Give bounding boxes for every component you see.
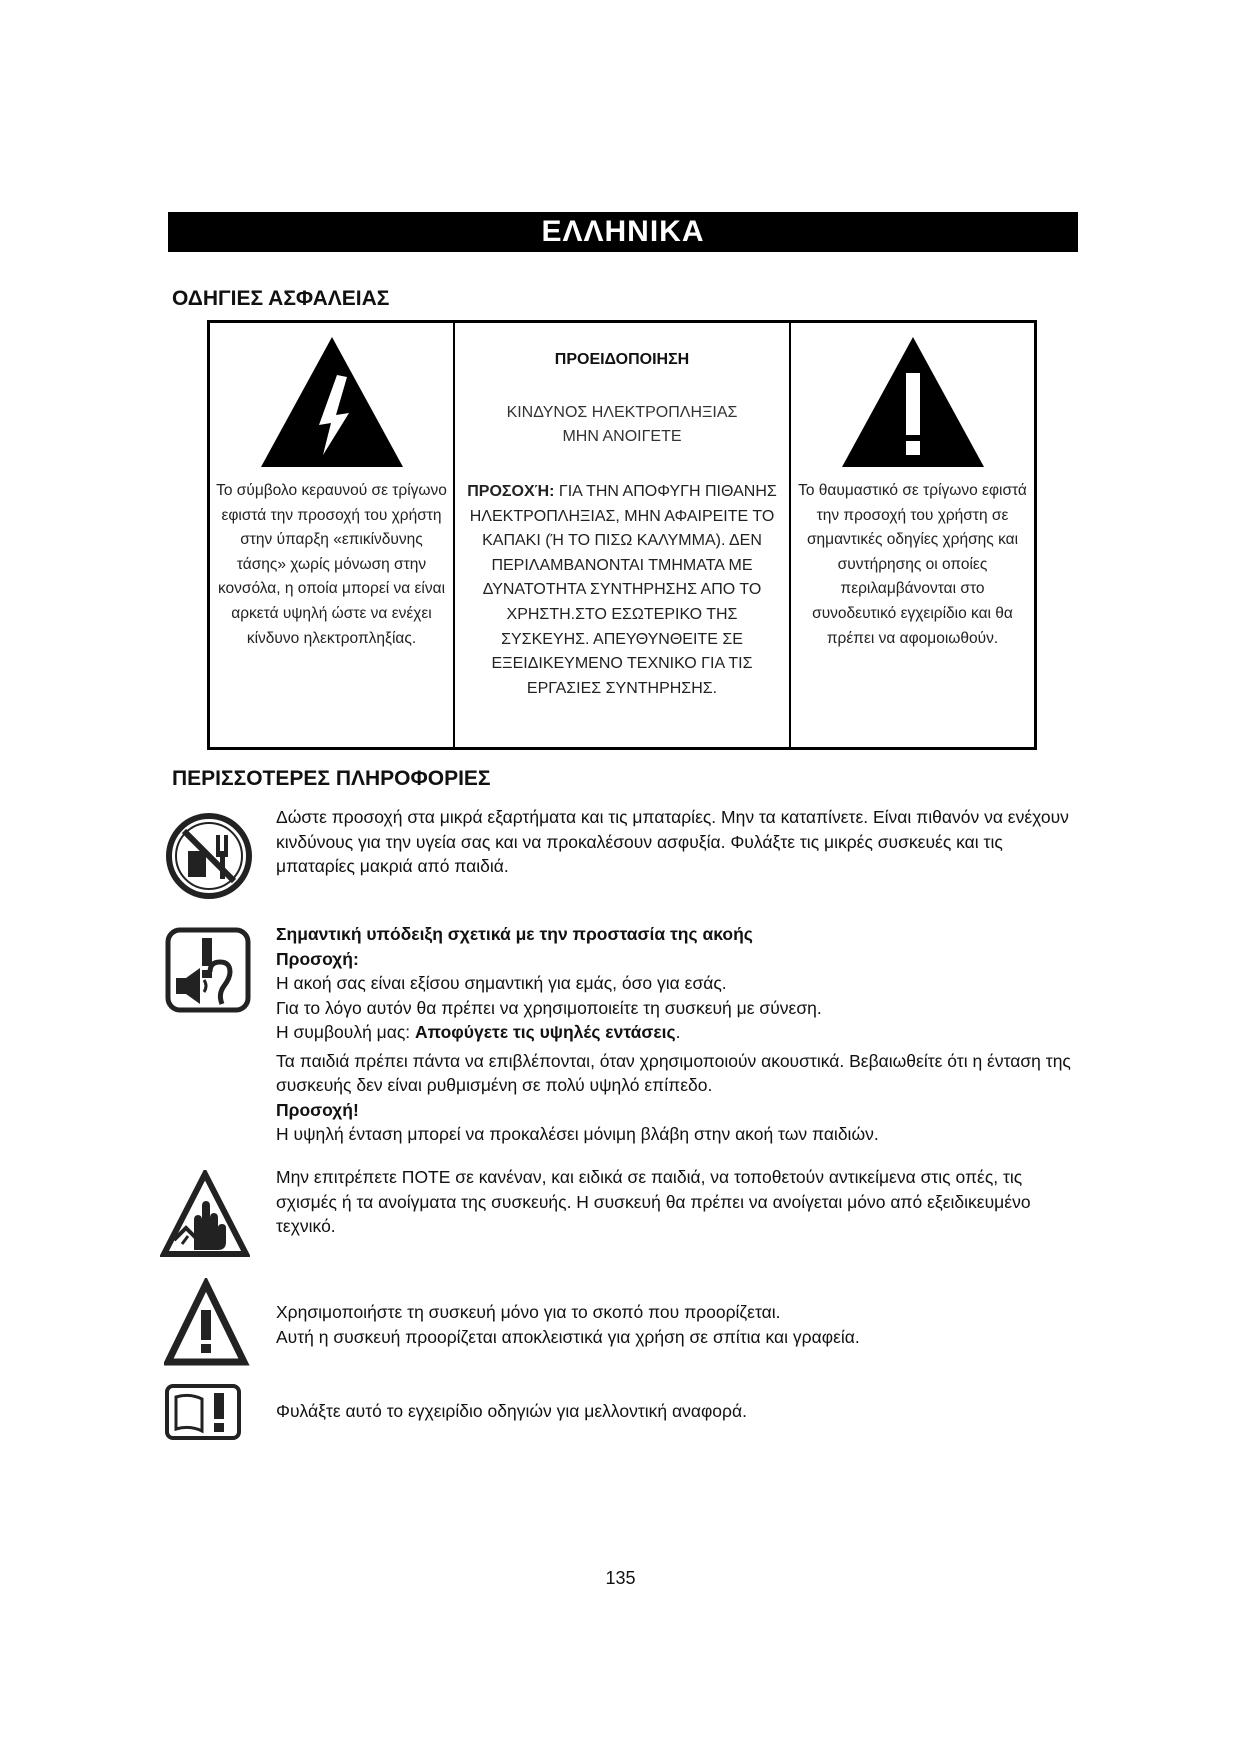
hearing-caution-label-2: Προσοχή!: [276, 1099, 359, 1120]
danger-text: [455, 401, 789, 449]
danger-line-1: ΚΙΝΔΥΝΟΣ ΗΛΕΚΤΡΟΠΛΗΞΙΑΣ: [506, 404, 738, 421]
warning-triangle-icon: [164, 1278, 254, 1368]
warning-title: ΠΡΟΕΙΔΟΠΟΙΗΣΗ: [554, 351, 690, 368]
exclamation-triangle-icon: [838, 333, 988, 471]
hearing-caution-label: Προσοχή:: [276, 948, 359, 969]
purpose-text: [276, 1300, 1076, 1349]
exclamation-column: [791, 323, 1034, 747]
more-info-title: ΠΕΡΙΣΣΟΤΕΡΕΣ ΠΛΗΡΟΦΟΡΙΕΣ: [172, 767, 491, 790]
warning-table: [207, 320, 1037, 750]
lightning-triangle-icon: [257, 333, 407, 471]
hearing-text: [276, 922, 1076, 1147]
warning-column: [455, 323, 791, 747]
hearing-line-1: Η ακοή σας είναι εξίσου σημαντική για εμάς, όσο για εσάς.: [276, 973, 727, 993]
caution-label: ΠΡΟΣΟΧΉ:: [467, 483, 555, 500]
hearing-advice-bold: Αποφύγετε τις υψηλές εντάσεις: [415, 1022, 676, 1042]
hearing-advice-suffix: .: [675, 1022, 681, 1042]
safety-instructions-title: ΟΔΗΓΙΕΣ ΑΣΦΑΛΕΙΑΣ: [172, 287, 390, 310]
info-row-objects: [160, 1165, 1080, 1265]
hearing-line-2: Για το λόγο αυτόν θα πρέπει να χρησιμοποιείτε τη συσκευή με σύνεση.: [276, 997, 822, 1018]
manual-text: Φυλάξτε αυτό το εγχειρίδιο οδηγιών για μελλοντική αναφορά.: [276, 1401, 747, 1421]
info-row-purpose: [160, 1278, 1080, 1378]
exclamation-description: Το θαυμαστικό σε τρίγωνο εφιστά την προσοχή του χρήστη σε σημαντικές οδηγίες χρήσης και συντήρησης οι οποίες περιλαμβάνονται στο συνοδευτικό εγχειρίδιο και θα πρέπει να αφομοιωθούν.: [798, 482, 1027, 647]
purpose-line-1: Χρησιμοποιήστε τη συσκευή μόνο για το σκοπό που προορίζεται.: [276, 1302, 781, 1322]
purpose-line-2: Αυτή η συσκευή προορίζεται αποκλειστικά για χρήση σε σπίτια και γραφεία.: [276, 1326, 860, 1347]
objects-text: Μην επιτρέπετε ΠΟΤΕ σε κανέναν, και ειδικά σε παιδιά, να τοποθετούν αντικείμενα στις οπές, τις σχισμές ή τα ανοίγματα της συσκευής. Η συσκευή θα πρέπει να ανοίγεται μόνο από εξειδικευμένο τεχνικό.: [276, 1167, 1031, 1236]
hearing-children: Τα παιδιά πρέπει πάντα να επιβλέπονται, όταν χρησιμοποιούν ακουστικά. Βεβαιωθείτε ότι η ένταση της συσκευής δεν είναι ρυθμισμένη σε πολύ υψηλό επίπεδο.: [276, 1050, 1071, 1095]
manual-book-icon: [164, 1383, 242, 1441]
page-number: 135: [605, 1568, 636, 1588]
hearing-title: Σημαντική υπόδειξη σχετικά με την προστασία της ακοής: [276, 924, 753, 944]
lightning-description: Το σύμβολο κεραυνού σε τρίγωνο εφιστά την προσοχή του χρήστη στην ύπαρξη «επικίνδυνης τάσης» χωρίς μόνωση στην κονσόλα, η οποία μπορεί να είναι αρκετά υψηλή ώστε να ενέχει κίνδυνο ηλεκτροπληξίας.: [216, 482, 447, 647]
info-row-small-parts: [160, 805, 1080, 905]
lightning-column: [210, 323, 455, 747]
hearing-damage: Η υψηλή ένταση μπορεί να προκαλέσει μόνιμη βλάβη στην ακοή των παιδιών.: [276, 1124, 879, 1144]
hand-hazard-icon: [160, 1170, 250, 1260]
caution-text: [455, 480, 789, 701]
hearing-warning-icon: [164, 926, 254, 1016]
danger-line-2: ΜΗΝ ΑΝΟΙΓΕΤΕ: [562, 428, 682, 445]
hearing-advice-prefix: Η συμβουλή μας:: [276, 1022, 416, 1042]
no-swallow-icon: [164, 811, 254, 901]
caution-body: ΓΙΑ ΤΗΝ ΑΠΟΦΥΓΗ ΠΙΘΑΝΗΣ ΗΛΕΚΤΡΟΠΛΗΞΙΑΣ, ΜΗΝ ΑΦΑΙΡΕΙΤΕ ΤΟ ΚΑΠΑΚΙ (Ή ΤΟ ΠΙΣΩ ΚΑΛΥΜΜΑ). ΔΕΝ ΠΕΡΙΛΑΜΒΑΝΟΝΤΑΙ ΤΜΗΜΑΤΑ ΜΕ ΔΥΝΑΤΟΤΗΤΑ ΣΥΝΤΗΡΗΣΗΣ ΑΠΟ ΤΟ ΧΡΗΣΤΗ.ΣΤΟ ΕΣΩΤΕΡΙΚΟ ΤΗΣ ΣΥΣΚΕΥΗΣ. ΑΠΕΥΘΥΝΘΕΙΤΕ ΣΕ ΕΞΕΙΔΙΚΕΥΜΕΝΟ ΤΕΧΝΙΚΟ ΓΙΑ ΤΙΣ ΕΡΓΑΣΙΕΣ ΣΥΝΤΗΡΗΣΗΣ.: [469, 483, 777, 697]
small-parts-text: Δώστε προσοχή στα μικρά εξαρτήματα και τις μπαταρίες. Μην τα καταπίνετε. Είναι πιθανόν να ενέχουν κινδύνους για την υγεία σας και να προκαλέσουν ασφυξία. Φυλάξτε τις μικρές συσκευές και τις μπαταρίες μακριά από παιδιά.: [276, 807, 1069, 876]
info-row-manual: [160, 1383, 1080, 1453]
language-header-bar: ΕΛΛΗΝΙΚΑ: [168, 212, 1078, 252]
info-row-hearing: [160, 922, 1080, 1152]
